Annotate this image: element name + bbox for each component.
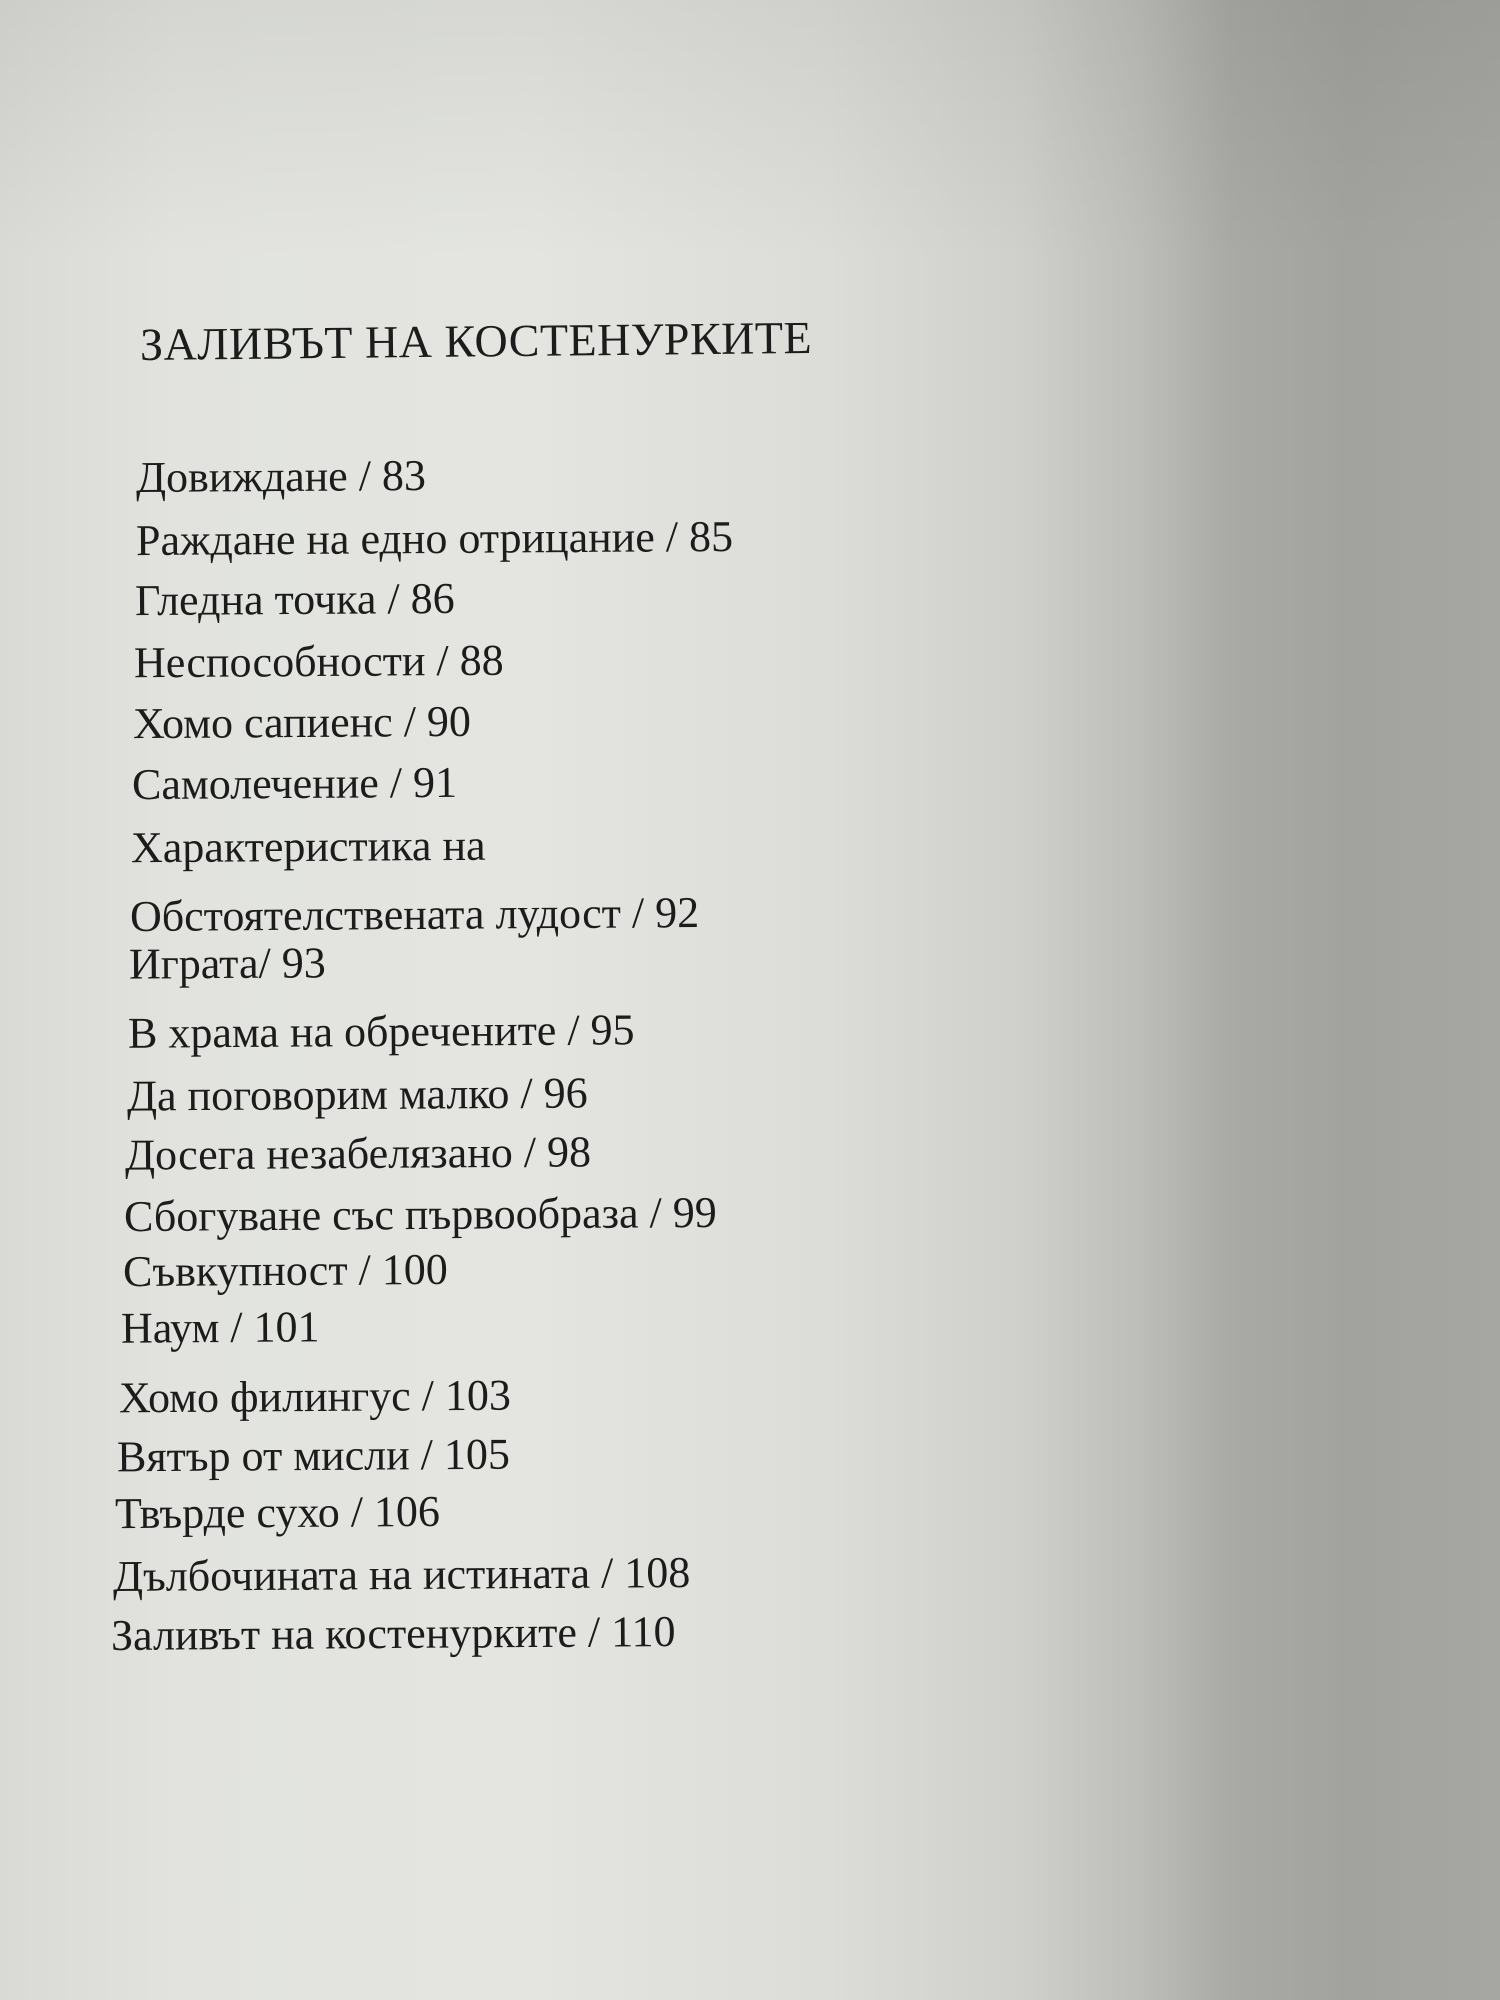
toc-entry: Раждане на едно отрицание / 85	[135, 511, 734, 566]
toc-entry: Сбогуване със първообраза / 99	[123, 1187, 717, 1242]
toc-entry: Хомо филингус / 103	[118, 1370, 512, 1423]
toc-entry: Довиждане / 83	[135, 450, 427, 503]
toc-entry: Дълбочината на истината / 108	[112, 1547, 691, 1602]
toc-entry: Самолечение / 91	[131, 757, 458, 810]
toc-entry: Досега незабелязано / 98	[124, 1127, 592, 1180]
toc-entry: В храма на обречените / 95	[127, 1005, 635, 1058]
toc-entry: Характеристика на	[130, 820, 486, 873]
toc-entry: Наум / 101	[120, 1302, 320, 1353]
toc-entry: Играта/ 93	[128, 938, 326, 989]
toc-entry: Вятър от мисли / 105	[116, 1429, 511, 1482]
toc-entry: Съвкупност / 100	[122, 1244, 448, 1297]
section-title: ЗАЛИВЪТ НА КОСТЕНУРКИТЕ	[139, 311, 813, 370]
toc-entry: Хомо сапиенс / 90	[132, 696, 472, 749]
toc-entry: Гледна точка / 86	[134, 573, 455, 626]
toc-entry: Заливът на костенурките / 110	[110, 1607, 676, 1660]
toc-entry: Обстоятелствената лудост / 92	[129, 888, 700, 941]
toc-entry: Да поговорим малко / 96	[126, 1068, 588, 1121]
toc-entry: Неспособности / 88	[133, 635, 504, 688]
toc-entry: Твърде сухо / 106	[114, 1486, 441, 1539]
